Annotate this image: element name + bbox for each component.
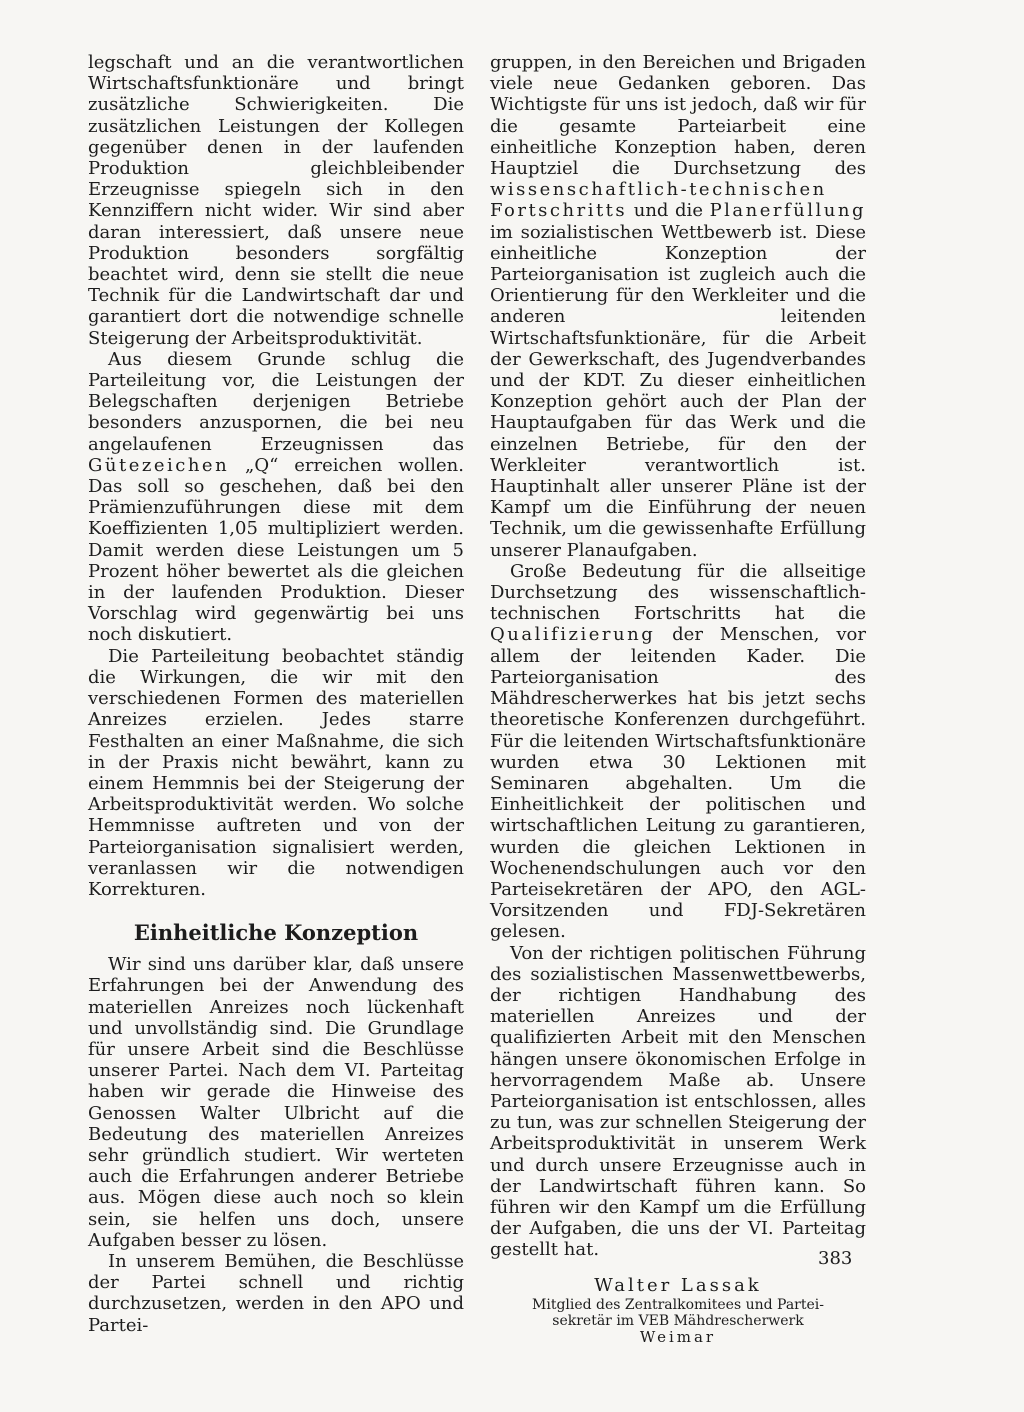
text-run: im sozialistischen Wettbewerb ist. Diese einheitliche Konzeption der Parteiorganisation ist zugleich auch die Orientierung für den Werkleiter und die anderen leitenden Wirtschaftsfunktionäre, für die Arbeit der Gewerkschaft, des Jugendverbandes und der KDT. Zu dieser einheitlichen Konzeption gehört auch der Plan der Hauptaufgaben für das Werk und die einzelnen Betriebe, für den der Werkleiter verantwortlich ist. Hauptinhalt aller unserer Pläne ist der Kampf um die Einführung der neuen Technik, um die gewissenhafte Erfüllung unserer Planaufgaben. — [490, 221, 866, 561]
emphasis-spaced: wissenschaftlich-technischen Fortschritts — [490, 179, 827, 222]
author-title: Mitglied des Zentralkomitees und Partei- — [532, 1296, 824, 1313]
paragraph: Wir sind uns darüber klar, daß unsere Erfahrungen bei der Anwendung des materiellen Anreizes noch lückenhaft und unvollständig sind. Die Grundlage für unsere Arbeit sind die Beschlüsse unserer Partei. Nach dem VI. Parteitag haben wir gerade die Hinweise des Genossen Walter Ulbricht auf die Bedeutung des materiellen Anreizes sehr gründlich studiert. Wir werteten auch die Erfahrungen anderer Betriebe aus. Mögen diese auch noch so klein sein, sie helfen uns doch, unsere Aufgaben besser zu lösen. — [88, 954, 464, 1251]
signature-block — [490, 1275, 866, 1345]
paragraph — [88, 349, 464, 646]
text-run: und die — [627, 200, 710, 222]
emphasis-spaced: Planerfüllung — [709, 200, 866, 222]
paragraph: Die Parteileitung beobachtet ständig die Wirkungen, die wir mit den verschiedenen Formen des materiellen Anreizes erzielen. Jedes starre Festhalten an einer Maßnahme, die sich in der Praxis nicht bewährt, kann zu einem Hemmnis bei der Steigerung der Arbeitsproduktivität werden. Wo solche Hemmnisse auftreten und von der Parteiorganisation signalisiert werden, veranlassen wir die notwendigen Korrekturen. — [88, 645, 464, 900]
paragraph: legschaft und an die verantwortlichen Wirtschaftsfunktionäre und bringt zusätzliche Schwierigkeiten. Die zusätzlichen Leistungen der Kollegen gegenüber denen in der laufenden Produktion gleichbleibender Erzeugnisse spiegeln sich in den Kennziffern nicht wider. Wir sind aber daran interessiert, daß unsere neue Produktion besonders sorgfältig beachtet wird, denn sie stellt die neue Technik für die Landwirtschaft dar und garantiert dort die notwendige schnelle Steigerung der Arbeitsproduktivität. — [88, 52, 464, 349]
emphasis-spaced: Gütezeichen — [88, 454, 230, 476]
text-run: Aus diesem Grunde schlug die Parteileitung vor, die Leistungen der Belegschaften derjenigen Betriebe besonders anzuspornen, die bei neu angelaufenen Erzeugnissen das — [88, 348, 464, 455]
emphasis-spaced: Qualifizierung — [490, 624, 656, 646]
author-name: Walter Lassak — [594, 1274, 762, 1296]
author-title: sekretär im VEB Mähdrescherwerk — [552, 1312, 804, 1329]
left-column — [88, 52, 464, 1336]
section-heading: Einheitliche Konzeption — [133, 920, 419, 946]
paragraph: In unserem Bemühen, die Beschlüsse der Partei schnell und richtig durchzusetzen, werden in den APO und Partei- — [88, 1250, 464, 1336]
text-run: der Menschen, vor allem der leitenden Kader. Die Parteiorganisation des Mähdrescherwerkes hat bis jetzt sechs theoretische Konferenzen durchgeführt. Für die leitenden Wirtschaftsfunktionäre wurden etwa 30 Lektionen mit Seminaren abgehalten. Um die Einheitlichkeit der politischen und wirtschaftlichen Leitung zu garantieren, wurden die gleichen Lektionen in Wochenendschulungen auch vor den Parteisekretären der APO, den AGL-Vorsitzenden und FDJ-Sekretären gelesen. — [490, 624, 866, 943]
paragraph — [490, 561, 866, 943]
author-city: Weimar — [639, 1327, 717, 1346]
text-run: Große Bedeutung für die allseitige Durchsetzung des wissenschaftlich-technischen Fortschritts hat die — [490, 560, 866, 625]
right-column — [490, 52, 866, 1345]
paragraph — [490, 52, 866, 561]
page-number: 383 — [818, 1248, 853, 1269]
paragraph: Von der richtigen politischen Führung des sozialistischen Massenwettbewerbs, der richtigen Handhabung des materiellen Anreizes und der qualifizierten Arbeit mit den Menschen hängen unsere ökonomischen Erfolge in hervorragendem Maße ab. Unsere Parteiorganisation ist entschlossen, alles zu tun, was zur schnellen Steigerung der Arbeitsproduktivität in unserem Werk und durch unsere Erzeugnisse auch in der Landwirtschaft führen kann. So führen wir den Kampf um die Erfüllung der Aufgaben, die uns der VI. Parteitag gestellt hat. — [490, 942, 866, 1261]
text-run: gruppen, in den Bereichen und Brigaden viele neue Gedanken geboren. Das Wichtigste für uns ist jedoch, daß wir für die gesamte Parteiarbeit eine einheitliche Konzeption haben, deren Hauptziel die Durchsetzung des — [490, 52, 866, 180]
text-run: „Q“ erreichen wollen. Das soll so geschehen, daß bei den Prämienzuführungen diese mit dem Koeffizienten 1,05 multipliziert werden. Damit werden diese Leistungen um 5 Prozent höher bewertet als die gleichen in der laufenden Produktion. Dieser Vorschlag wird gegenwärtig bei uns noch diskutiert. — [88, 454, 464, 646]
